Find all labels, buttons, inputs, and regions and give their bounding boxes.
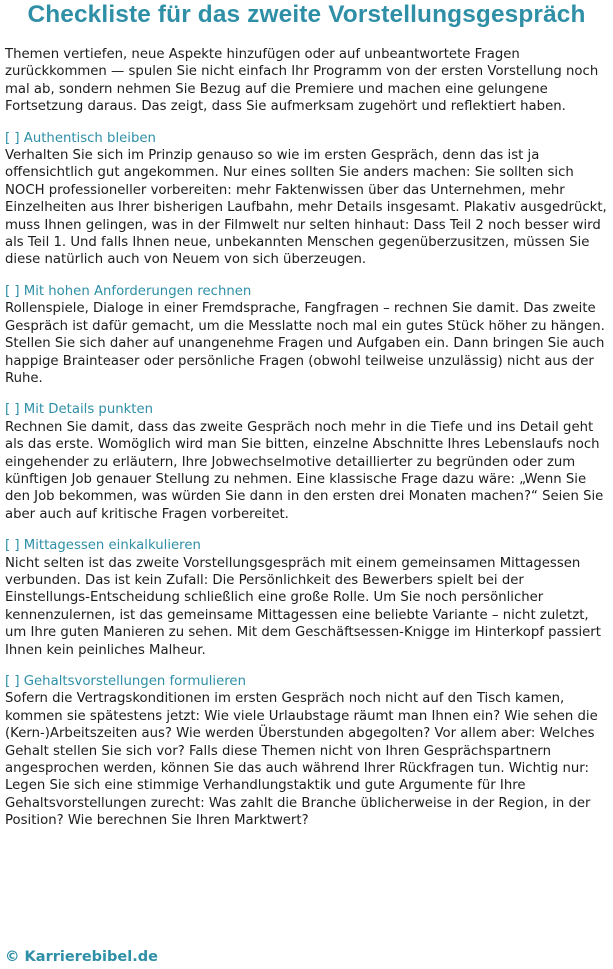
section-body: Nicht selten ist das zweite Vorstellungsgespräch mit einem gemeinsamen Mittagessen verbunden. Das ist kein Zufall: Die Persönlichkeit des Bewerbers spielt bei der Einstellungs-Entscheidung schließlich eine große Rolle. Um Sie noch persönlicher kennenzulernen, ist das gemeinsame Mittagessen eine beliebte Variante – nicht zuletzt, um Ihre guten Manieren zu sehen. Mit dem Geschäftsessen-Knigge im Hinterkopf passiert Ihnen kein peinliches Malheur. [5, 555, 601, 658]
checklist-section-details [5, 401, 608, 523]
section-heading: [ ] Mittagessen einkalkulieren [5, 538, 201, 554]
section-body: Rechnen Sie damit, dass das zweite Gespräch noch mehr in die Tiefe und ins Detail geht als das erste. Womöglich wird man Sie bitten, einzelne Abschnitte Ihres Lebenslaufs noch eingehender zu erläutern, Ihre Jobwechselmotive detaillierter zu begründen oder zum künftigen Job genauer Stellung zu nehmen. Eine klassische Frage dazu wäre: „Wenn Sie den Job bekommen, was würden Sie dann in den ersten drei Monaten machen?“ Seien Sie aber auch auf kritische Fragen vorbereitet. [5, 419, 604, 522]
intro-paragraph: Themen vertiefen, neue Aspekte hinzufügen oder auf unbeantwortete Fragen zurückkommen — spulen Sie nicht einfach Ihr Programm von der ersten Vorstellung noch mal ab, sondern nehmen Sie Bezug auf die Premiere und machen eine gelungene Fortsetzung daraus. Das zeigt, dass Sie aufmerksam zugehört und reflektiert haben. [5, 47, 599, 115]
checklist-section-salary [5, 673, 608, 830]
section-heading: [ ] Gehaltsvorstellungen formulieren [5, 674, 246, 689]
section-heading: [ ] Authentisch bleiben [5, 130, 156, 146]
checklist-section-lunch [5, 537, 608, 659]
page-title: Checkliste für das zweite Vorstellungsgespräch [27, 1, 586, 28]
checklist-section-high-requirements [5, 283, 608, 387]
checklist-section-authentic [5, 130, 608, 269]
section-heading: [ ] Mit Details punkten [5, 402, 154, 418]
section-heading: [ ] Mit hohen Anforderungen rechnen [5, 283, 252, 299]
section-body: Verhalten Sie sich im Prinzip genauso so wie im ersten Gespräch, denn das ist ja offensichtlich gut angekommen. Nur eines sollten Sie anders machen: Sie sollten sich NOCH professioneller vorbereiten: mehr Faktenwissen über das Unternehmen, mehr Einzelheiten aus Ihrer bisherigen Laufbahn, mehr Details insgesamt. Plakativ ausgedrückt, muss Ihnen gelingen, was in der Filmwelt nur selten hinhaut: Dass Teil 2 noch besser wird als Teil 1. Und falls Ihnen neue, unbekannten Menschen gegenüberzusitzen, müssen Sie diese natürlich auch von Neuem von sich überzeugen. [5, 148, 607, 268]
section-body: Rollenspiele, Dialoge in einer Fremdsprache, Fangfragen – rechnen Sie damit. Das zweite Gespräch ist dafür gemacht, um die Messlatte noch mal ein gutes Stück höher zu hängen. Stellen Sie sich daher auf unangenehme Fragen und Aufgaben ein. Dann bringen Sie auch happige Brainteaser oder persönliche Fragen (obwohl teilweise unzulässig) nicht aus der Ruhe. [5, 301, 605, 386]
section-body: Sofern die Vertragskonditionen im ersten Gespräch noch nicht auf den Tisch kamen, kommen sie spätestens jetzt: Wie viele Urlaubstage räumt man Ihnen ein? Wie sehen die (Kern-)Arbeitszeiten aus? Wie werden Überstunden abgegolten? Vor allem aber: Welches Gehalt stellen Sie sich vor? Falls diese Themen nicht von Ihren Gesprächspartnern angesprochen werden, können Sie das auch während Ihrer Rückfragen tun. Wichtig nur: Legen Sie sich eine stimmige Verhandlungstaktik und gute Argumente für Ihre Gehaltsvorstellungen zurecht: Was zahlt die Branche üblicherweise in der Region, in der Position? Wie berechnen Sie Ihren Marktwert? [5, 691, 598, 829]
copyright-footer: © Karrierebibel.de [5, 949, 158, 965]
